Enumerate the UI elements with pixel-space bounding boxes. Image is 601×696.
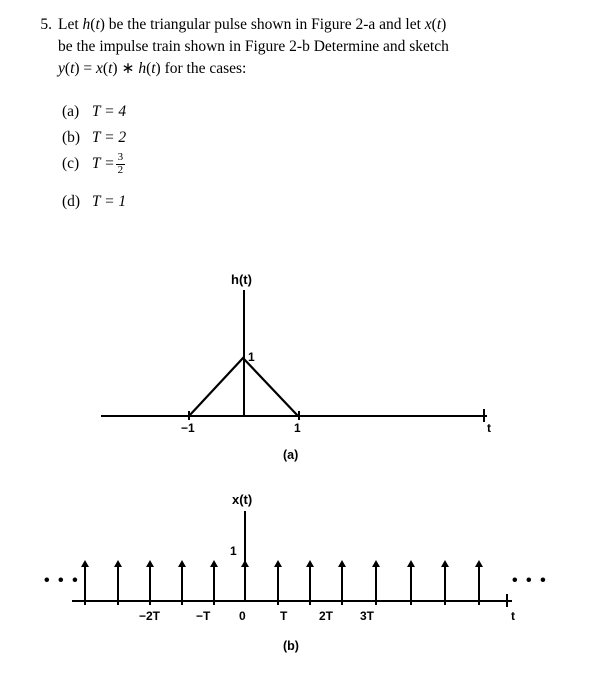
figure-a-triangle-shape [188,356,300,418]
case-fraction-c [116,152,126,176]
impulse-arrowhead [114,560,122,567]
figure-b-tick [410,596,412,605]
figure-b-tick [309,596,311,605]
impulse-arrow-origin [244,566,246,600]
figure-b-tick [341,596,343,605]
figure-b-right-ellipsis: • • • [512,572,548,589]
problem-number: 5. [40,16,52,33]
impulse-arrow [117,566,119,600]
figure-b-caption: (b) [283,639,299,653]
impulse-arrow [375,566,377,600]
case-text-d: T = 1 [91,193,127,210]
impulse-arrowhead [407,560,415,567]
impulse-arrowhead [274,560,282,567]
case-text-a: T = 4 [91,103,127,120]
figure-b-tick [375,596,377,605]
problem-line-2: be the impulse train shown in Figure 2-b Determine and sketch [58,38,449,55]
impulse-arrow [277,566,279,600]
figure-b-label-minusT: −T [196,609,211,623]
figure-a-tick-plus1 [298,411,300,420]
impulse-arrowhead [241,560,249,567]
impulse-arrowhead [306,560,314,567]
impulse-arrowhead [441,560,449,567]
impulse-arrowhead [146,560,154,567]
impulse-arrow [181,566,183,600]
case-label-a: (a) [62,103,80,120]
case-text-b: T = 2 [91,129,127,146]
case-label-d: (d) [62,193,81,210]
case-text-c: T = [91,155,115,172]
figure-a-triangular-pulse [0,258,601,468]
case-label-b: (b) [62,129,81,146]
figure-a-amplitude-label: 1 [248,350,255,364]
figure-a-label-minus1: −1 [181,421,195,435]
fraction-numerator: 3 [117,151,124,164]
figure-b-left-ellipsis: • • • [44,572,80,589]
problem-line-3: y(t) = x(t) ∗ h(t) for the cases: [58,60,247,77]
figure-b-label-T: T [280,609,288,623]
impulse-arrowhead [178,560,186,567]
impulse-arrowhead [210,560,218,567]
figure-b-axis-label-t: t [511,609,515,623]
impulse-arrow [309,566,311,600]
figure-b-label-zero: 0 [239,609,246,623]
figure-a-function-label: h(t) [231,272,252,287]
impulse-arrow [444,566,446,600]
figure-b-tick [213,596,215,605]
figure-b-function-label: x(t) [232,492,253,507]
impulse-arrow [341,566,343,600]
figure-a-axis-end-tick [483,409,485,422]
problem-statement [30,14,580,80]
figure-b-tick [444,596,446,605]
impulse-arrowhead [338,560,346,567]
problem-row [30,14,580,80]
case-item-c [62,151,322,177]
figure-b-tick [117,596,119,605]
figure-b-tick [181,596,183,605]
case-label-c: (c) [62,155,80,172]
fraction-denominator: 2 [117,163,124,176]
figure-a-tick-minus1 [188,411,190,420]
figure-b-label-minus2T: −2T [139,609,161,623]
figure-b-impulse-train [0,478,601,683]
impulse-arrow [213,566,215,600]
impulse-arrow [478,566,480,600]
case-item-a [62,99,322,125]
cases-list [62,99,322,215]
problem-text [58,14,580,80]
impulse-arrow [410,566,412,600]
figure-b-horizontal-axis [72,600,512,602]
figure-b-amplitude-label: 1 [230,544,237,558]
impulse-arrowhead [81,560,89,567]
figure-b-tick [478,596,480,605]
figure-b-tick [84,596,86,605]
problem-line-1: Let h(t) be the triangular pulse shown in Figure 2-a and let x(t) [58,16,447,33]
figure-b-label-3T: 3T [360,609,375,623]
impulse-arrowhead [372,560,380,567]
figure-b-tick [149,596,151,605]
impulse-arrow [84,566,86,600]
figure-a-label-plus1: 1 [294,421,301,435]
case-item-b [62,125,322,151]
figure-a-axis-label-t: t [487,421,491,435]
impulse-arrowhead [475,560,483,567]
impulse-arrow [149,566,151,600]
case-item-d [62,189,322,215]
figure-b-axis-end-tick [506,594,508,607]
figure-a-caption: (a) [283,448,299,462]
figure-b-tick [277,596,279,605]
figure-b-label-2T: 2T [319,609,334,623]
